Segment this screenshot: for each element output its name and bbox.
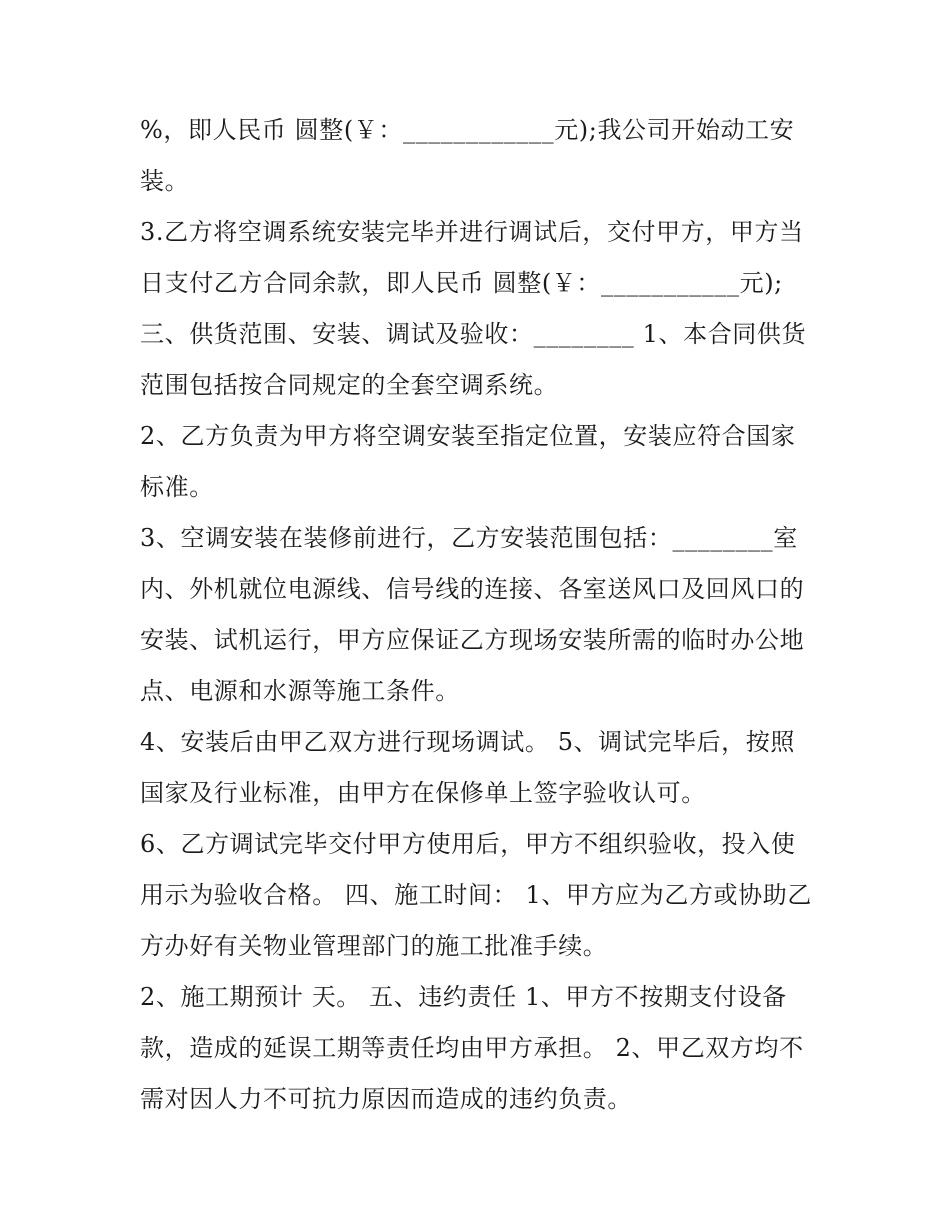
text-line: 用示为验收合格。 四、施工时间： 1、甲方应为乙方或协助乙 — [140, 881, 812, 909]
text-line: 4、安装后由甲乙双方进行现场调试。 5、调试完毕后，按照 — [140, 728, 795, 756]
text-line: 范围包括按合同规定的全套空调系统。 — [140, 371, 559, 399]
text-line: 款，造成的延误工期等责任均由甲方承担。 2、甲乙双方均不 — [140, 1034, 804, 1062]
text-line: 国家及行业标准，由甲方在保修单上签字验收认可。 — [140, 779, 706, 807]
text-line: 装。 — [140, 167, 190, 195]
text-line: 安装、试机运行，甲方应保证乙方现场安装所需的临时办公地 — [140, 626, 805, 654]
text-line: 日支付乙方合同余款，即人民币 圆整(￥：___________元); — [140, 269, 783, 297]
text-line: %，即人民币 圆整(￥：____________元);我公司开始动工安 — [140, 116, 795, 144]
text-line: 6、乙方调试完毕交付甲方使用后，甲方不组织验收，投入使 — [140, 830, 796, 858]
text-line: 2、施工期预计 天。 五、违约责任 1、甲方不按期支付设备 — [140, 983, 787, 1011]
text-line: 点、电源和水源等施工条件。 — [140, 677, 460, 705]
text-line: 方办好有关物业管理部门的施工批准手续。 — [140, 932, 608, 960]
text-line: 3.乙方将空调系统安装完毕并进行调试后，交付甲方，甲方当 — [140, 218, 804, 246]
text-line: 3、空调安装在装修前进行，乙方安装范围包括：________室 — [140, 524, 798, 552]
text-line: 需对因人力不可抗力原因而造成的违约负责。 — [140, 1085, 632, 1113]
contract-body-text — [140, 105, 820, 1125]
text-line: 三、供货范围、安装、调试及验收：________ 1、本合同供货 — [140, 320, 807, 348]
text-line: 标准。 — [140, 473, 214, 501]
text-line: 内、外机就位电源线、信号线的连接、各室送风口及回风口的 — [140, 575, 805, 603]
text-line: 2、乙方负责为甲方将空调安装至指定位置，安装应符合国家 — [140, 422, 796, 450]
